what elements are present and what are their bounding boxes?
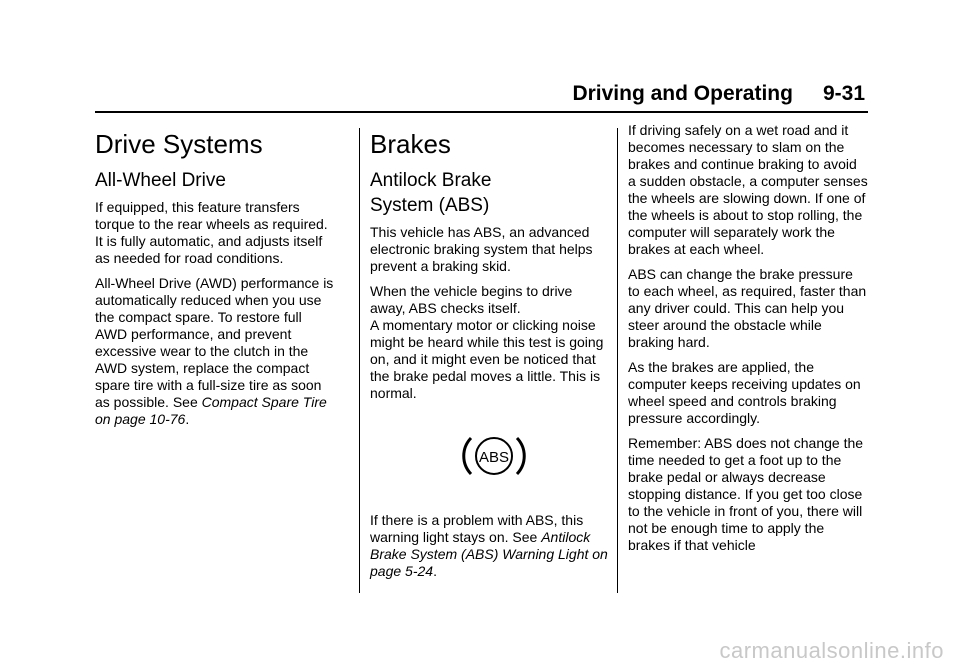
- abs-paragraph-5: ABS can change the brake pressure to each wheel, as required, faster than any driver could. This can help you steer around the obstacle while braking hard.: [628, 266, 867, 350]
- abs-paragraph-3-end: .: [433, 563, 437, 579]
- page-header: [572, 82, 865, 106]
- awd-heading: All-Wheel Drive: [95, 170, 226, 191]
- awd-paragraph-1: If equipped, this feature transfers torque to the rear wheels as required. It is fully automatic, and adjusts itself as needed for road conditions.: [95, 199, 328, 266]
- abs-paragraph-6: As the brakes are applied, the computer keeps receiving updates on wheel speed and controls braking pressure accordingly.: [628, 359, 861, 426]
- column-3: [628, 122, 868, 562]
- abs-warning-light-link[interactable]: Antilock Brake System (ABS) Warning Light on page 5-24: [370, 529, 608, 579]
- abs-warning-light-icon: [459, 430, 529, 482]
- abs-paragraph-7: Remember: ABS does not change the time needed to get a foot up to the brake pedal or always decrease stopping distance. If you get too close to the vehicle in front of you, there will not be enough time to apply the brakes if that vehicle: [628, 435, 864, 553]
- compact-spare-link[interactable]: Compact Spare Tire on page 10-76: [95, 394, 327, 427]
- column-divider-1: [359, 128, 360, 593]
- header-rule: [95, 111, 868, 113]
- abs-paragraph-3-text: If there is a problem with ABS, this warning light stays on. See: [370, 512, 584, 545]
- section-title: Driving and Operating: [572, 82, 793, 105]
- watermark: carmanualsonline.info: [719, 638, 944, 663]
- abs-warning-icon-wrap: [370, 430, 610, 482]
- drive-systems-heading: Drive Systems: [95, 129, 263, 159]
- column-1: [95, 122, 335, 436]
- abs-heading-line-1: Antilock Brake: [370, 170, 492, 191]
- abs-paragraph-3: [370, 512, 610, 580]
- awd-paragraph-2-end: .: [185, 411, 190, 427]
- abs-heading: [370, 168, 610, 218]
- abs-paragraph-1: This vehicle has ABS, an advanced electronic braking system that helps prevent a braking skid.: [370, 224, 593, 274]
- abs-icon-text: ABS: [478, 449, 510, 466]
- abs-paragraph-2b: A momentary motor or clicking noise might be heard while this test is going on, and it might even be noticed that the brake pedal moves a little. This is normal.: [370, 317, 604, 401]
- brakes-heading: Brakes: [370, 129, 451, 159]
- page-number: 9-31: [822, 82, 865, 105]
- column-divider-2: [617, 128, 618, 593]
- awd-paragraph-2-text: All-Wheel Drive (AWD) performance is automatically reduced when you use the compact spare. To restore full AWD performance, and prevent excessive wear to the clutch in the AWD system, replace the compact spare tire with a full-size tire as soon as possible. See: [95, 275, 334, 410]
- column-2: [370, 122, 610, 588]
- abs-paragraph-2a: When the vehicle begins to drive away, ABS checks itself.: [370, 283, 573, 316]
- abs-paragraph-4: If driving safely on a wet road and it becomes necessary to slam on the brakes and continue braking to avoid a sudden obstacle, a computer senses the wheels are slowing down. If one of the wheels is about to stop rolling, the computer will separately work the brakes at each wheel.: [628, 122, 868, 257]
- awd-paragraph-2: [95, 275, 335, 428]
- abs-heading-line-2: System (ABS): [370, 195, 490, 216]
